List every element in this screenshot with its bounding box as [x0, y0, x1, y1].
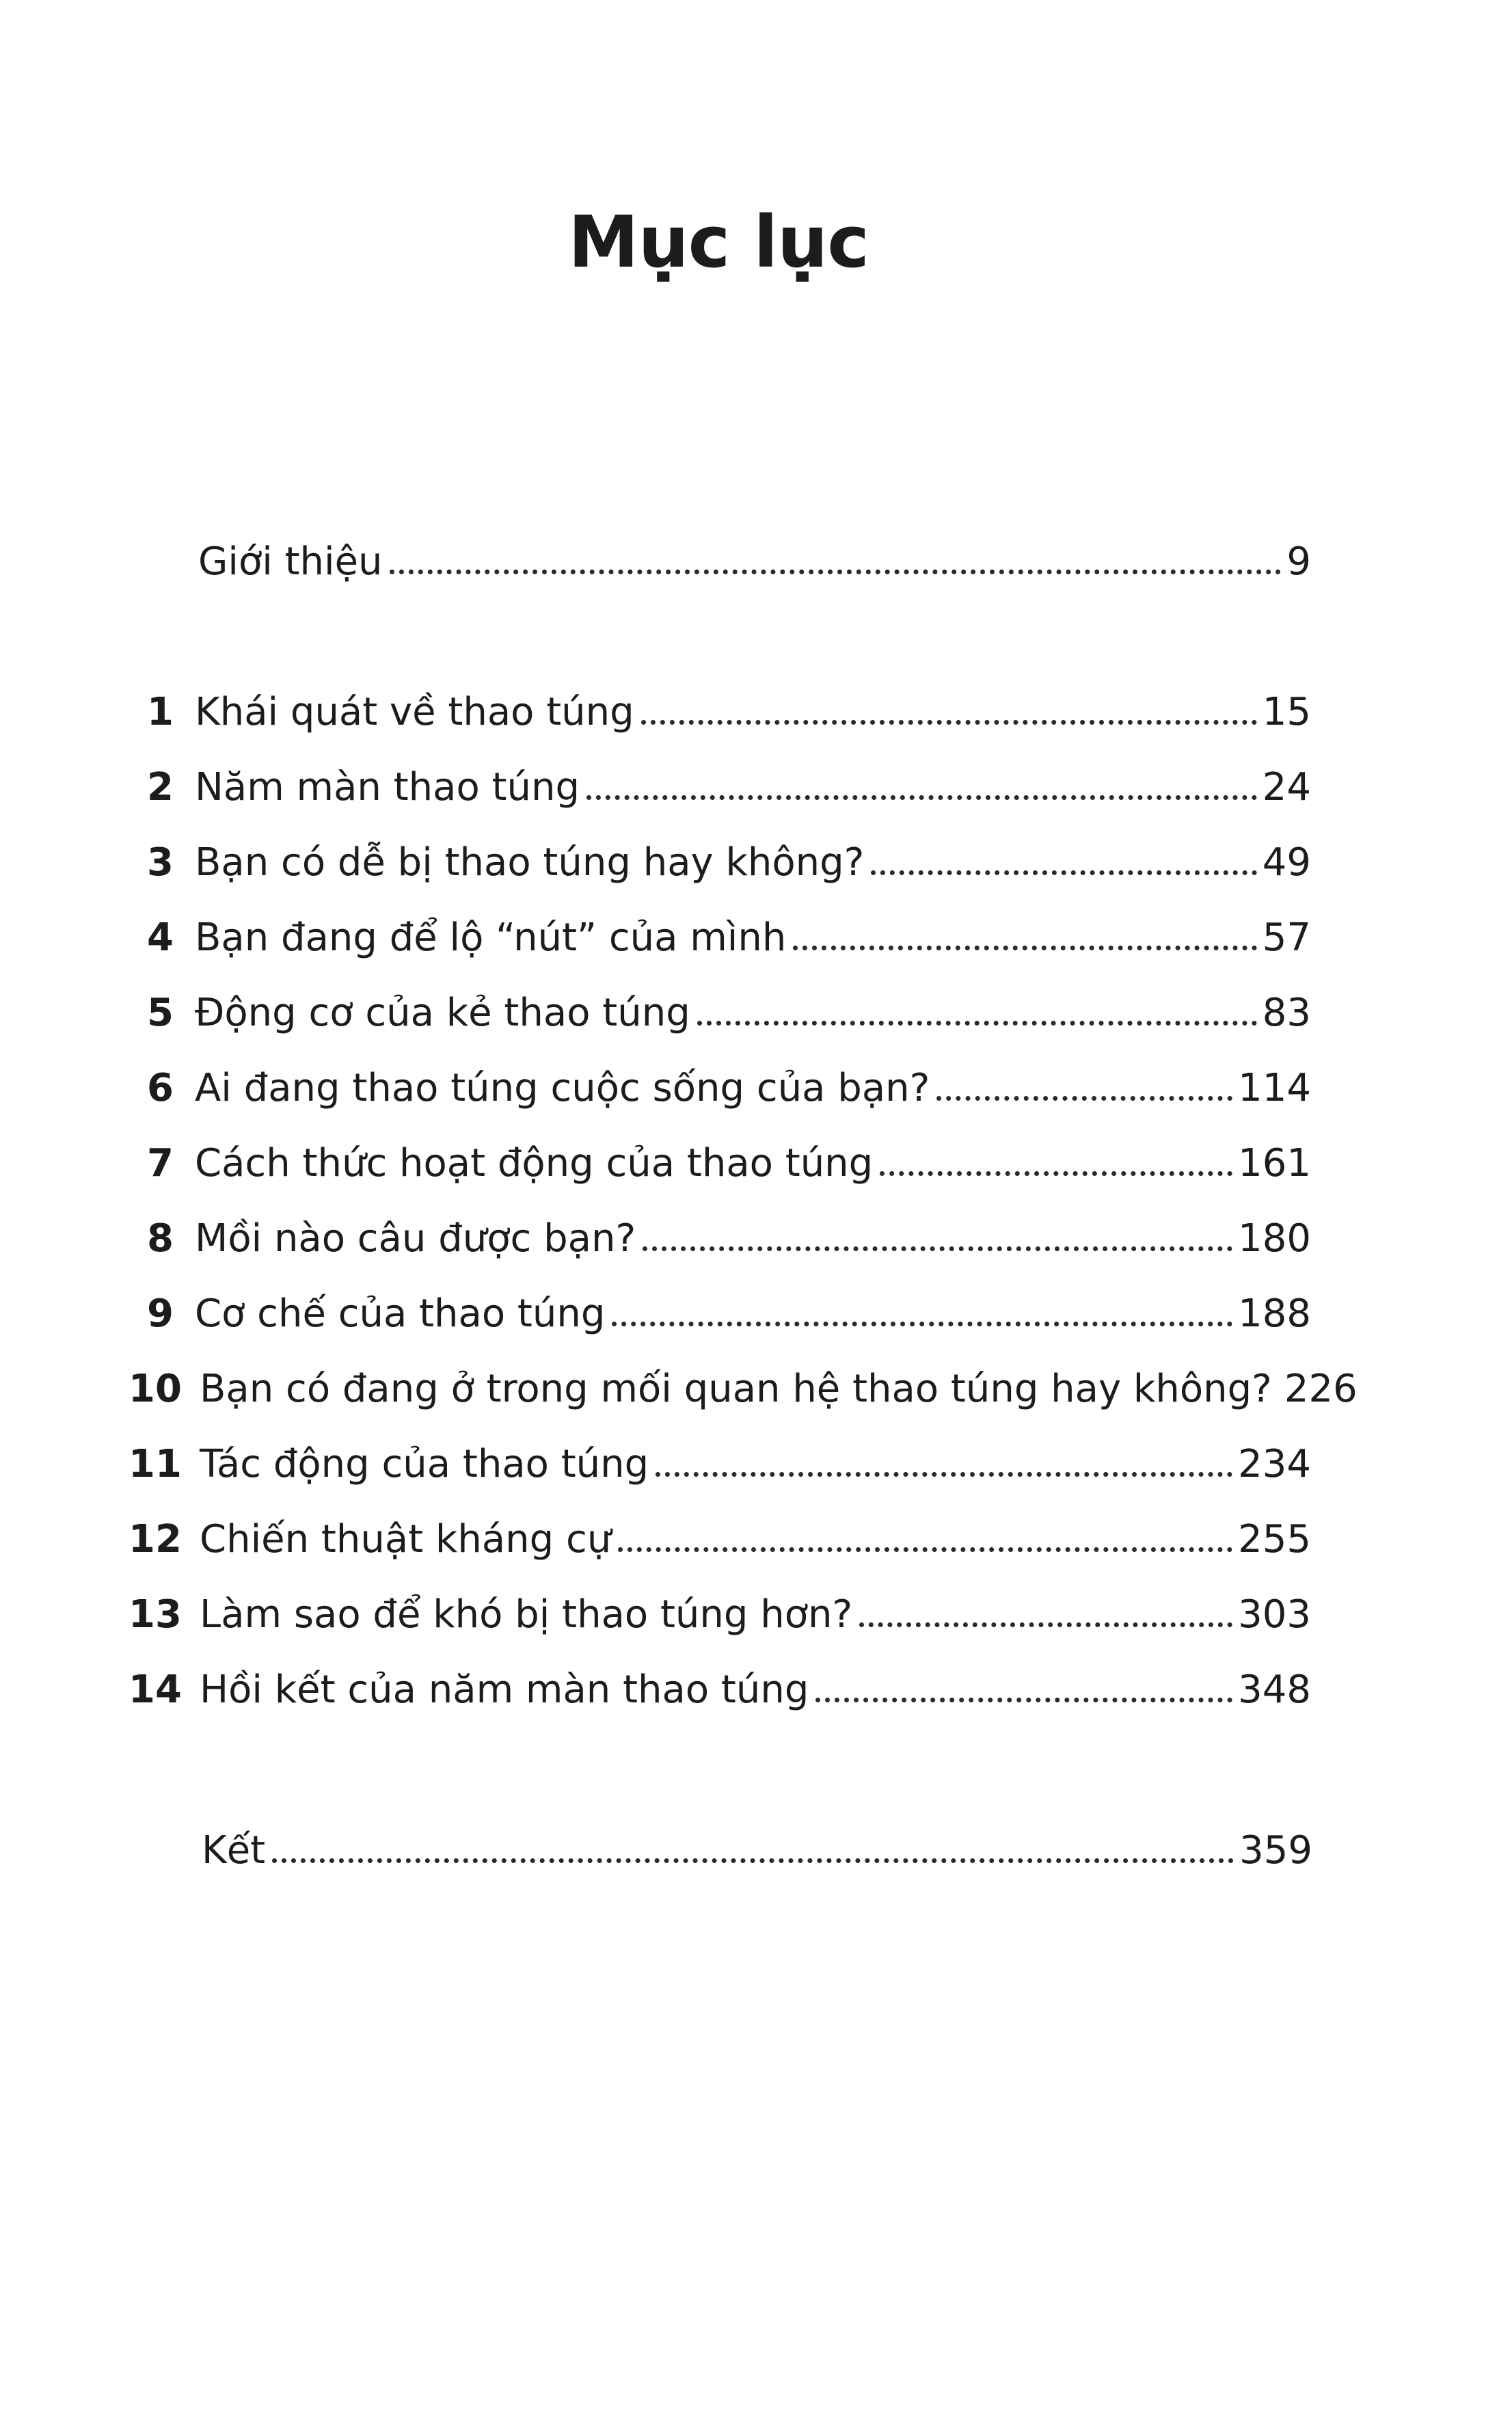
- toc-entry-title: Cách thức hoạt động của thao túng: [195, 1141, 874, 1186]
- toc-entry-page: 15: [1262, 690, 1311, 734]
- toc-entry-page: 348: [1238, 1668, 1311, 1712]
- toc-entry-chapter-1[interactable]: [147, 677, 1311, 732]
- toc-entry-title: Chiến thuật kháng cự: [200, 1517, 612, 1562]
- toc-entry-conclusion[interactable]: [202, 1815, 1312, 1873]
- toc-entry-title: Kết: [202, 1828, 266, 1873]
- toc-entry-chapter-14[interactable]: [129, 1655, 1311, 1712]
- toc-entry-number: 3: [147, 840, 174, 885]
- toc-entry-intro[interactable]: [198, 526, 1311, 584]
- toc-entry-number: 5: [147, 991, 174, 1035]
- page-title: Mục lục: [568, 200, 869, 284]
- toc-entry-chapter-9[interactable]: [147, 1279, 1311, 1336]
- toc-entry-page: 234: [1238, 1442, 1311, 1486]
- toc-entry-chapter-11[interactable]: [129, 1429, 1311, 1484]
- dot-leader: [643, 1246, 1232, 1251]
- toc-entry-chapter-6[interactable]: [147, 1053, 1311, 1108]
- toc-entry-title: Bạn đang để lộ “nút” của mình: [195, 915, 787, 960]
- toc-entry-chapter-12[interactable]: [129, 1504, 1311, 1562]
- dot-leader: [871, 870, 1256, 875]
- toc-entry-page: 359: [1239, 1828, 1312, 1873]
- toc-entry-page: 180: [1238, 1216, 1311, 1261]
- toc-entry-chapter-7[interactable]: [147, 1128, 1311, 1186]
- toc-entry-number: 6: [147, 1066, 174, 1110]
- toc-entry-chapter-2[interactable]: [147, 752, 1311, 807]
- toc-entry-title: Bạn có dễ bị thao túng hay không?: [195, 840, 865, 885]
- toc-entry-page: 161: [1238, 1141, 1311, 1186]
- toc-entry-title: Hồi kết của năm màn thao túng: [200, 1668, 809, 1712]
- toc-entry-chapter-5[interactable]: [147, 978, 1311, 1035]
- toc-entry-title: Giới thiệu: [198, 539, 383, 584]
- dot-leader: [612, 1322, 1232, 1326]
- toc-entry-number: 14: [129, 1668, 182, 1712]
- toc-entry-title: Làm sao để khó bị thao túng hơn?: [200, 1592, 853, 1637]
- toc-entry-number: 8: [147, 1216, 174, 1261]
- toc-entry-number: 4: [147, 915, 174, 960]
- toc-entry-page: 83: [1262, 991, 1311, 1035]
- toc-entry-page: 49: [1262, 840, 1311, 885]
- toc-entry-chapter-10[interactable]: [129, 1354, 1358, 1411]
- toc-entry-title: Cơ chế của thao túng: [195, 1291, 606, 1336]
- toc-entry-number: 12: [129, 1517, 182, 1562]
- toc-entry-title: Động cơ của kẻ thao túng: [195, 991, 690, 1035]
- dot-leader: [880, 1171, 1232, 1176]
- toc-entry-number: 1: [147, 690, 174, 734]
- toc-entry-chapter-3[interactable]: [147, 827, 1311, 885]
- dot-leader: [859, 1622, 1232, 1627]
- dot-leader: [586, 795, 1257, 800]
- toc-entry-page: 9: [1286, 539, 1311, 584]
- toc-entry-page: 188: [1238, 1291, 1311, 1336]
- toc-entry-number: 10: [129, 1367, 182, 1411]
- dot-leader: [793, 946, 1256, 950]
- dot-leader: [641, 720, 1257, 725]
- toc-entry-title: Khái quát về thao túng: [195, 690, 634, 734]
- toc-entry-page: 303: [1238, 1592, 1311, 1637]
- toc-entry-page: 114: [1238, 1066, 1311, 1110]
- dot-leader: [936, 1096, 1232, 1101]
- dot-leader: [697, 1021, 1257, 1026]
- toc-entry-title: Mồi nào câu được bạn?: [195, 1216, 636, 1261]
- toc-entry-title: Bạn có đang ở trong mối quan hệ thao túng hay không?: [200, 1367, 1272, 1411]
- toc-entry-page: 255: [1238, 1517, 1311, 1562]
- toc-entry-number: 2: [147, 765, 174, 809]
- toc-entry-page: 57: [1262, 915, 1311, 960]
- toc-entry-chapter-13[interactable]: [129, 1579, 1311, 1637]
- dot-leader: [390, 570, 1282, 574]
- dot-leader: [618, 1547, 1232, 1552]
- dot-leader: [815, 1698, 1232, 1702]
- toc-entry-title: Tác động của thao túng: [200, 1442, 649, 1486]
- toc-entry-number: 9: [147, 1291, 174, 1336]
- toc-entry-number: 7: [147, 1141, 174, 1186]
- toc-entry-number: 11: [129, 1442, 182, 1486]
- dot-leader: [656, 1472, 1232, 1477]
- toc-entry-number: 13: [129, 1592, 182, 1637]
- toc-entry-chapter-8[interactable]: [147, 1203, 1311, 1261]
- toc-entry-page: 226: [1284, 1367, 1358, 1411]
- toc-entry-title: Ai đang thao túng cuộc sống của bạn?: [195, 1066, 930, 1110]
- toc-entry-page: 24: [1262, 765, 1311, 809]
- toc-entry-chapter-4[interactable]: [147, 902, 1311, 960]
- toc-entry-title: Năm màn thao túng: [195, 765, 580, 809]
- dot-leader: [272, 1858, 1234, 1863]
